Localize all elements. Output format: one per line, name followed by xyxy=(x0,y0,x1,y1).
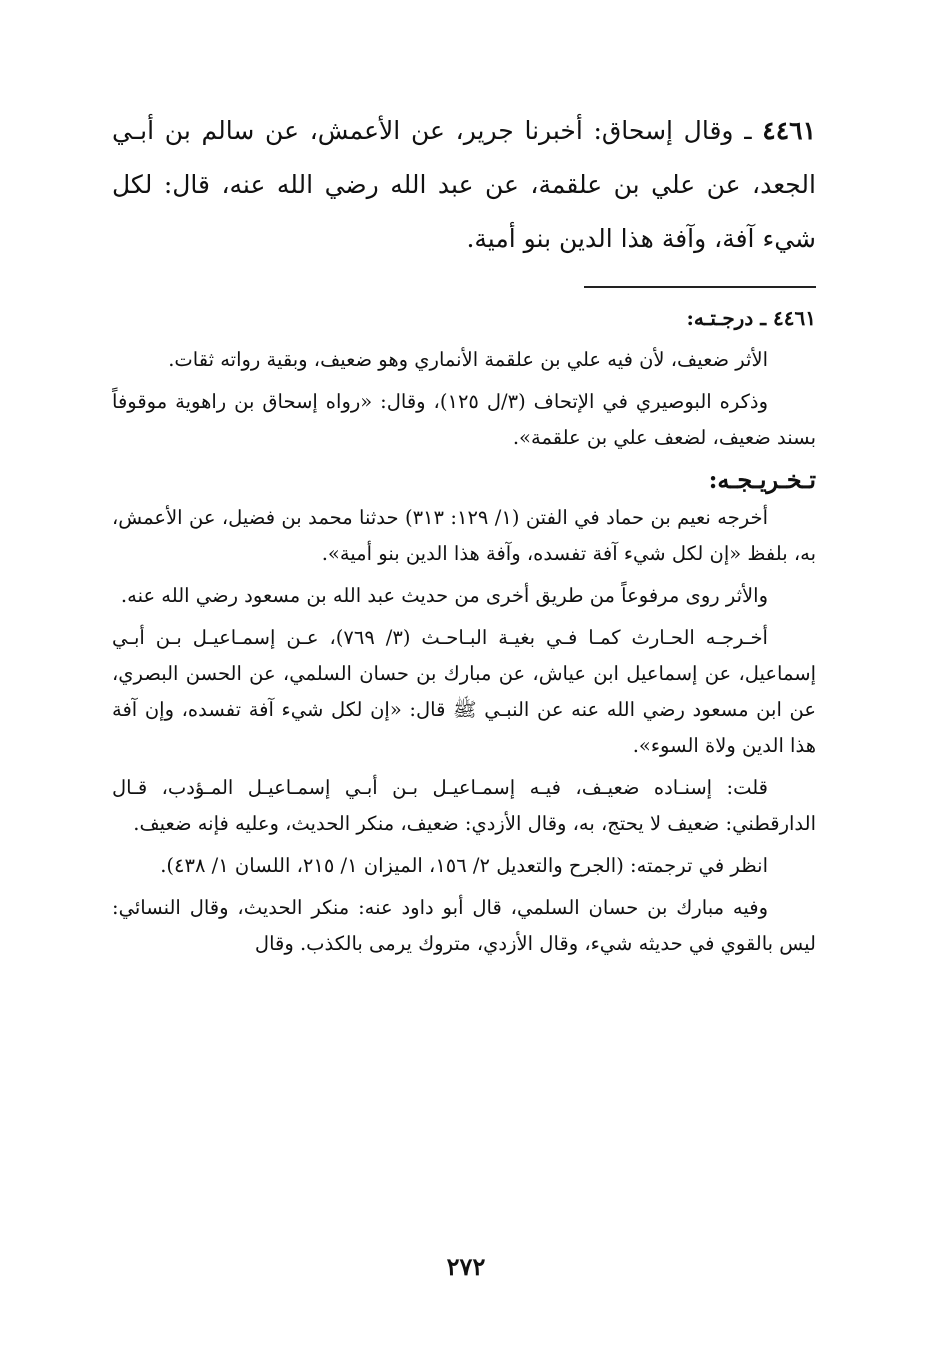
hadith-number: ٤٤٦١ xyxy=(762,116,816,145)
degree-heading: ٤٤٦١ ـ درجـتـه: xyxy=(686,306,816,330)
footnote-separator xyxy=(584,286,816,288)
degree-paragraph-2: وذكره البوصيري في الإتحاف (٣/ل ١٢٥)، وقال: «رواه إسحاق بن راهوية موقوفاً بسند ضعيف، لضعف علي بن علقمة». xyxy=(112,390,816,449)
hadith-paragraph xyxy=(112,104,816,266)
degree-paragraph-1: الأثر ضعيف، لأن فيه علي بن علقمة الأنماري وهو ضعيف، وبقية رواته ثقات. xyxy=(168,348,768,371)
takhrij-paragraph-5: انظر في ترجمته: (الجرح والتعديل ٢/ ١٥٦، الميزان ١/ ٢١٥، اللسان ١/ ٤٣٨). xyxy=(160,854,768,877)
takhrij-paragraph-6: وفيه مبارك بن حسان السلمي، قال أبو داود عنه: منكر الحديث، وقال النسائي: ليس بالقوي في حديثه شيء، وقال الأزدي، متروك يرمى بالكذب. وقال xyxy=(112,896,816,955)
takhrij-paragraph-1: أخرجه نعيم بن حماد في الفتن (١/ ١٢٩: ٣١٣) حدثنا محمد بن فضيل، عن الأعمش، به، بلفظ «إن لكل شيء آفة تفسده، وآفة هذا الدين بنو أمية». xyxy=(112,506,816,565)
main-text-block xyxy=(112,104,816,266)
page-number: ٢٧٢ xyxy=(446,1252,486,1281)
hadith-text: ـ وقال إسحاق: أخبرنا جرير، عن الأعمش، عن سالم بن أبـي الجعد، عن علي بن علقمة، عن عبد الله رضي الله عنه، قال: لكل شيء آفة، وآفة هذا الدين بنو أمية. xyxy=(112,116,816,253)
takhrij-heading: تـخـريـجـه: xyxy=(708,465,816,494)
takhrij-paragraph-4: قلت: إسنـاده ضعيـف، فيـه إسمـاعيـل بـن أبـي إسمـاعيـل المـؤدب، قـال الدارقطني: ضعيف لا يحتج، به، وقال الأزدي: ضعيف، منكر الحديث، وعليه فإنه ضعيف. xyxy=(112,776,816,835)
footnotes-block xyxy=(112,300,816,968)
takhrij-paragraph-3: أخـرجـه الحـارث كمـا فـي بغيـة البـاحـث (٣/ ٧٦٩)، عـن إسمـاعيـل بـن أبـي إسماعيل، عن إسماعيل ابن عياش، عن مبارك بن حسان السلمي، عن الحسن البصري، عن ابن مسعود رضي الله عنه عن النبـي ﷺ قال: «إن لكل شيء آفة تفسده، وإن آفة هذا الدين ولاة السوء». xyxy=(112,626,816,757)
takhrij-paragraph-2: والأثر روى مرفوعاً من طريق أخرى من حديث عبد الله بن مسعود رضي الله عنه. xyxy=(120,584,768,607)
